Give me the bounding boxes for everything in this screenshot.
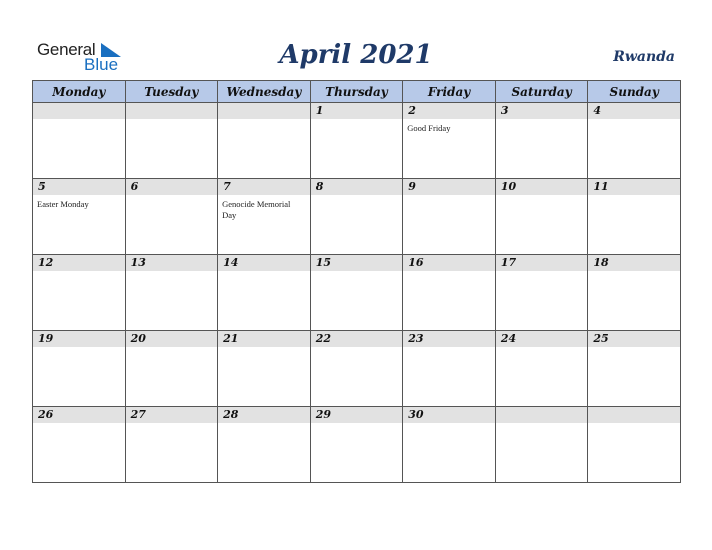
calendar-day-cell [310, 179, 403, 255]
day-number-strip [588, 103, 680, 119]
weekday-header: Monday [33, 81, 126, 103]
day-number: 29 [315, 408, 331, 421]
calendar-day-cell [125, 103, 218, 179]
day-number: 18 [593, 256, 609, 269]
day-number: 9 [408, 180, 416, 193]
weekday-header: Thursday [310, 81, 403, 103]
day-number-strip [403, 103, 495, 119]
logo-text-blue: Blue [84, 55, 119, 74]
calendar-day-cell [125, 331, 218, 407]
calendar-day-cell [403, 407, 496, 483]
weekday-header: Saturday [495, 81, 588, 103]
calendar-day-cell [125, 255, 218, 331]
calendar-day-cell [403, 255, 496, 331]
calendar-day-cell [588, 179, 681, 255]
calendar-week-row [33, 331, 681, 407]
calendar-day-cell [588, 331, 681, 407]
holiday-label: Genocide Memorial Day [222, 199, 291, 220]
day-number: 12 [38, 256, 54, 269]
calendar-day-cell [495, 407, 588, 483]
weekday-header: Tuesday [125, 81, 218, 103]
day-number-strip [218, 103, 310, 119]
calendar-week-row [33, 407, 681, 483]
calendar-grid [32, 80, 681, 483]
calendar-day-cell [403, 103, 496, 179]
weekday-header: Sunday [588, 81, 681, 103]
day-number: 4 [593, 104, 602, 117]
day-number-strip [33, 103, 125, 119]
day-number: 10 [500, 180, 517, 193]
day-number: 28 [223, 408, 239, 421]
day-number-strip [496, 103, 588, 119]
day-number: 11 [593, 180, 609, 193]
day-number: 23 [408, 332, 424, 345]
day-number-strip [496, 407, 588, 423]
calendar-day-cell [588, 255, 681, 331]
day-number-strip [403, 179, 495, 195]
calendar-day-cell [310, 407, 403, 483]
day-number-strip [126, 103, 218, 119]
day-number: 2 [408, 104, 416, 117]
calendar-day-cell [495, 331, 588, 407]
day-number: 22 [315, 332, 331, 345]
calendar-day-cell [495, 255, 588, 331]
day-number-strip [311, 103, 403, 119]
day-number: 21 [223, 332, 239, 345]
day-number: 25 [593, 332, 609, 345]
calendar-day-cell [218, 179, 311, 255]
day-number: 19 [38, 332, 54, 345]
calendar-day-cell [588, 103, 681, 179]
logo-text-general: General [37, 40, 96, 59]
calendar-day-cell [310, 331, 403, 407]
day-number-strip [588, 407, 680, 423]
calendar-day-cell [218, 331, 311, 407]
calendar-week-row [33, 255, 681, 331]
calendar-day-cell [588, 407, 681, 483]
day-number: 26 [38, 408, 54, 421]
calendar-day-cell [125, 407, 218, 483]
day-number: 20 [130, 332, 146, 345]
day-number: 27 [130, 408, 146, 421]
calendar-day-cell [218, 103, 311, 179]
country-label: Rwanda [613, 49, 675, 65]
calendar-day-cell [218, 255, 311, 331]
day-number: 3 [500, 104, 509, 117]
calendar-title: April 2021 [279, 40, 433, 70]
day-number-strip [218, 179, 310, 195]
calendar-day-cell [495, 179, 588, 255]
calendar-day-cell [403, 331, 496, 407]
holiday-label: Good Friday [407, 123, 451, 133]
weekday-header-row [33, 81, 681, 103]
calendar-day-cell [33, 255, 126, 331]
calendar-day-cell [33, 331, 126, 407]
weekday-header: Friday [403, 81, 496, 103]
calendar-day-cell [310, 255, 403, 331]
day-number: 17 [500, 256, 517, 269]
calendar-week-row [33, 103, 681, 179]
calendar-day-cell [218, 407, 311, 483]
day-number: 13 [130, 256, 146, 269]
calendar-day-cell [125, 179, 218, 255]
day-number-strip [311, 179, 403, 195]
day-number: 24 [500, 332, 517, 345]
day-number-strip [126, 179, 218, 195]
day-number-strip [33, 179, 125, 195]
day-number: 14 [223, 256, 239, 269]
calendar-day-cell [33, 103, 126, 179]
day-number: 15 [315, 256, 331, 269]
calendar-day-cell [403, 179, 496, 255]
calendar-day-cell [33, 407, 126, 483]
calendar-day-cell [33, 179, 126, 255]
calendar-week-row [33, 179, 681, 255]
day-number: 6 [130, 180, 139, 193]
day-number: 5 [38, 180, 46, 193]
day-number: 1 [315, 104, 324, 117]
day-number: 7 [223, 180, 231, 193]
day-number: 16 [408, 256, 424, 269]
calendar-day-cell [495, 103, 588, 179]
day-number: 30 [408, 408, 424, 421]
holiday-label: Easter Monday [37, 199, 89, 209]
weekday-header: Wednesday [218, 81, 311, 103]
calendar-day-cell [310, 103, 403, 179]
day-number: 8 [315, 180, 324, 193]
